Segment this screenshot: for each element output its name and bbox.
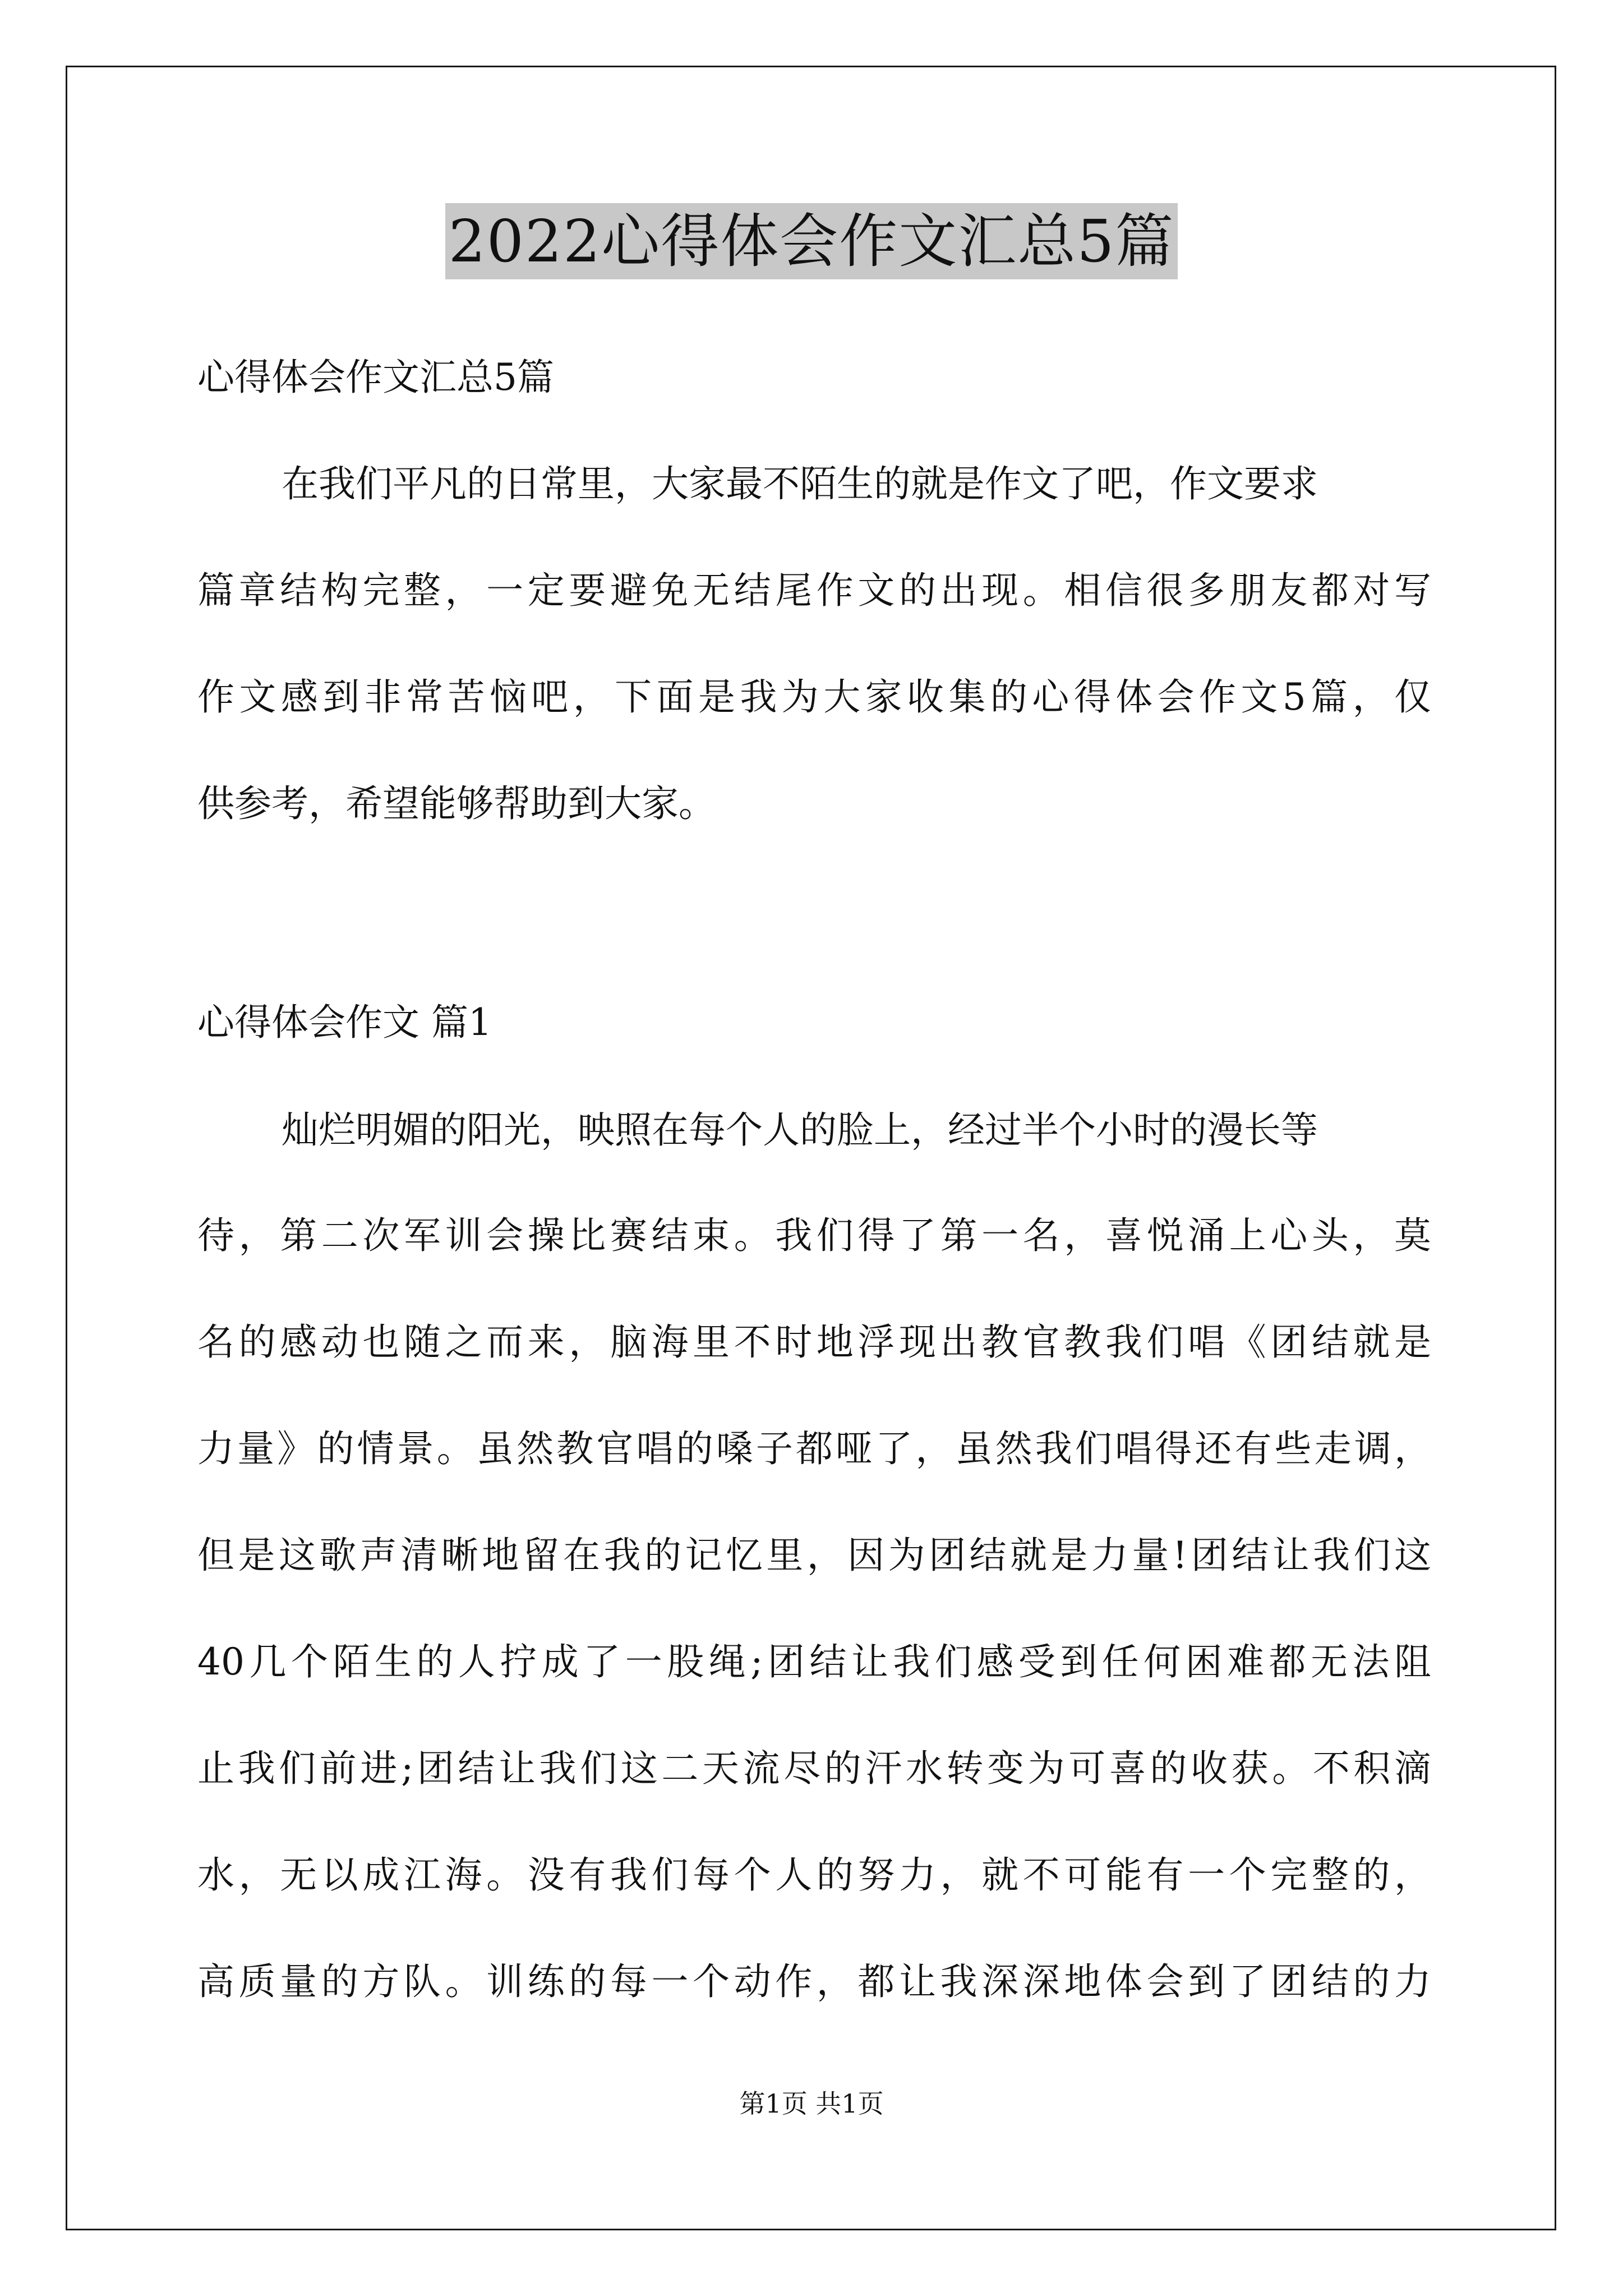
intro-line-1: 在我们平凡的日常里，大家最不陌生的就是作文了吧，作文要求 [282, 462, 1318, 505]
section-line-9: 高质量的方队。训练的每一个动作，都让我深深地体会到了团结的力 [197, 1960, 1431, 2003]
section-line-3: 名的感动也随之而来，脑海里不时地浮现出教官教我们唱《团结就是 [197, 1320, 1431, 1364]
section-line-6: 40几个陌生的人拧成了一股绳;团结让我们感受到任何困难都无法阻 [197, 1640, 1431, 1683]
intro-line-4: 供参考，希望能够帮助到大家。 [197, 782, 716, 825]
section-line-4: 力量》的情景。虽然教官唱的嗓子都哑了，虽然我们唱得还有些走调， [197, 1427, 1431, 1470]
section-line-8: 水，无以成江海。没有我们每个人的努力，就不可能有一个完整的， [197, 1853, 1431, 1897]
page-footer: 第1页 共1页 [739, 2088, 884, 2119]
document-subtitle: 心得体会作文汇总5篇 [197, 356, 554, 399]
title-container [0, 203, 1623, 279]
intro-line-3: 作文感到非常苦恼吧，下面是我为大家收集的心得体会作文5篇，仅 [197, 675, 1431, 719]
section-line-5: 但是这歌声清晰地留在我的记忆里，因为团结就是力量!团结让我们这 [197, 1534, 1431, 1577]
intro-line-2: 篇章结构完整，一定要避免无结尾作文的出现。相信很多朋友都对写 [197, 569, 1431, 612]
section-line-7: 止我们前进;团结让我们这二天流尽的汗水转变为可喜的收获。不积滴 [197, 1747, 1431, 1790]
section-heading: 心得体会作文 篇1 [197, 1001, 492, 1044]
section-line-1: 灿烂明媚的阳光，映照在每个人的脸上，经过半个小时的漫长等 [282, 1108, 1318, 1152]
section-line-2: 待，第二次军训会操比赛结束。我们得了第一名，喜悦涌上心头，莫 [197, 1214, 1431, 1257]
document-title: 2022心得体会作文汇总5篇 [445, 203, 1178, 279]
